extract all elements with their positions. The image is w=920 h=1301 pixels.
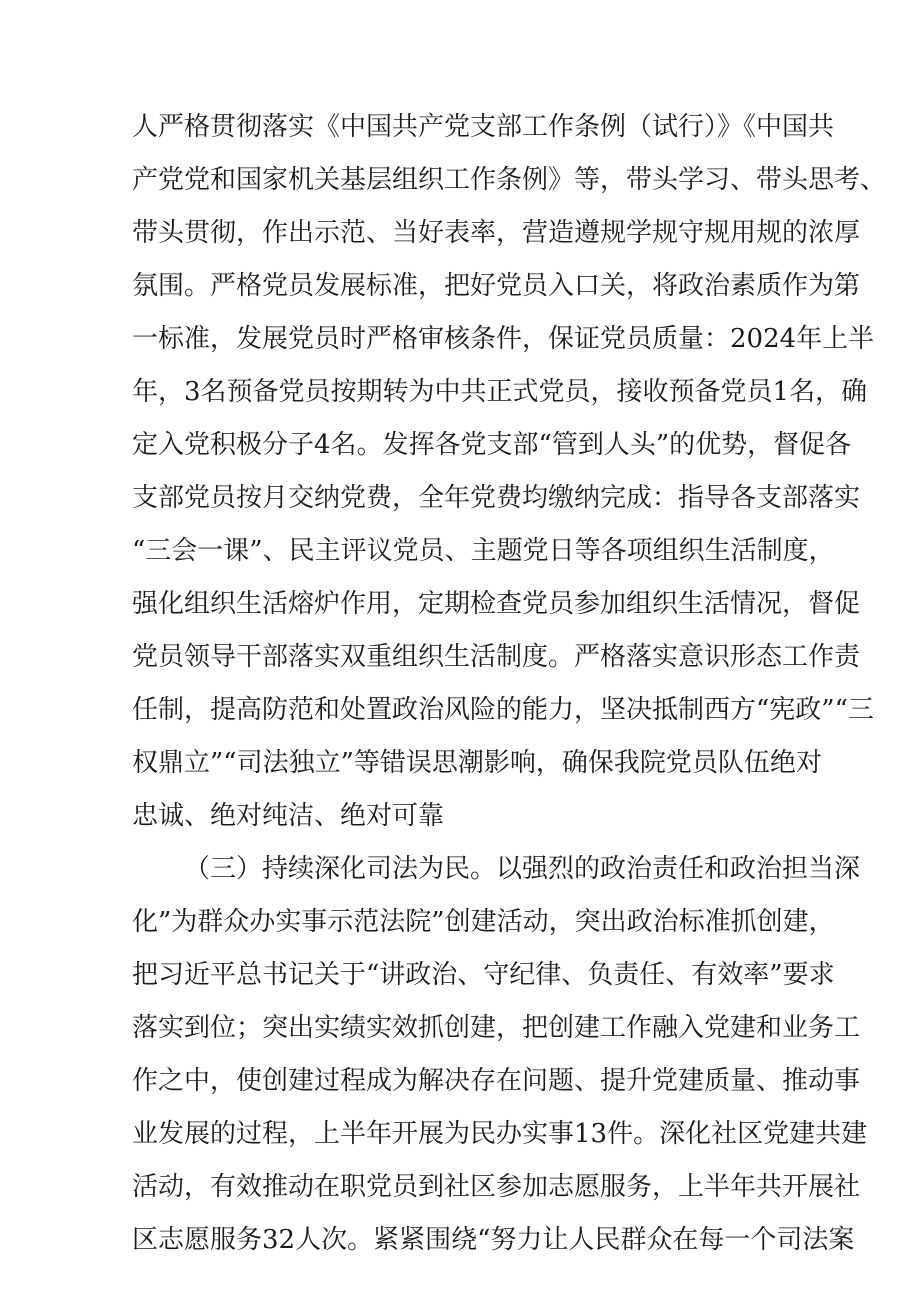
text-line: 强化组织生活熔炉作用，定期检查党员参加组织生活情况，督促: [132, 589, 861, 619]
paragraph-heading-line: （三）持续深化司法为民。以强烈的政治责任和政治担当深: [184, 854, 861, 884]
text-line: 定入党积极分子4名。发挥各党支部“管到人头”的优势，督促各: [132, 430, 852, 460]
text-line: 年，3名预备党员按期转为中共正式党员，接收预备党员1名，确: [132, 377, 868, 407]
text-line: 落实到位；突出实绩实效抓创建，把创建工作融入党建和业务工: [132, 1013, 861, 1043]
text-line: 人严格贯彻落实《中国共产党支部工作条例（试行）》《中国共: [132, 112, 835, 142]
text-line: 活动，有效推动在职党员到社区参加志愿服务，上半年共开展社: [132, 1172, 861, 1202]
text-line: 氛围。严格党员发展标准，把好党员入口关，将政治素质作为第: [132, 271, 861, 301]
text-line: 化”为群众办实事示范法院”创建活动，突出政治标准抓创建，: [132, 907, 835, 937]
text-line: 带头贯彻，作出示范、当好表率，营造遵规学规守规用规的浓厚: [132, 218, 861, 248]
text-line: “三会一课”、民主评议党员、主题党日等各项组织生活制度，: [132, 536, 835, 566]
text-line: 产党党和国家机关基层组织工作条例》等，带头学习、带头思考、: [132, 165, 887, 195]
text-line: 把习近平总书记关于“讲政治、守纪律、负责任、有效率”要求: [132, 960, 835, 990]
text-line: 权鼎立”“司法独立”等错误思潮影响，确保我院党员队伍绝对: [132, 748, 822, 778]
text-line: 业发展的过程，上半年开展为民办实事13件。深化社区党建共建: [132, 1119, 868, 1149]
text-line: 区志愿服务32人次。紧紧围绕“努力让人民群众在每一个司法案: [132, 1225, 855, 1255]
text-line: 党员领导干部落实双重组织生活制度。严格落实意识形态工作责: [132, 642, 861, 672]
text-line: 作之中，使创建过程成为解决存在问题、提升党建质量、推动事: [132, 1066, 861, 1096]
text-line: 支部党员按月交纳党费，全年党费均缴纳完成：指导各支部落实: [132, 483, 861, 513]
text-line: 一标准，发展党员时严格审核条件，保证党员质量：2024年上半: [132, 324, 875, 354]
text-line: 忠诚、绝对纯洁、绝对可靠: [132, 801, 445, 831]
text-line: 任制，提高防范和处置政治风险的能力，坚决抵制西方“宪政”“三: [132, 695, 874, 725]
